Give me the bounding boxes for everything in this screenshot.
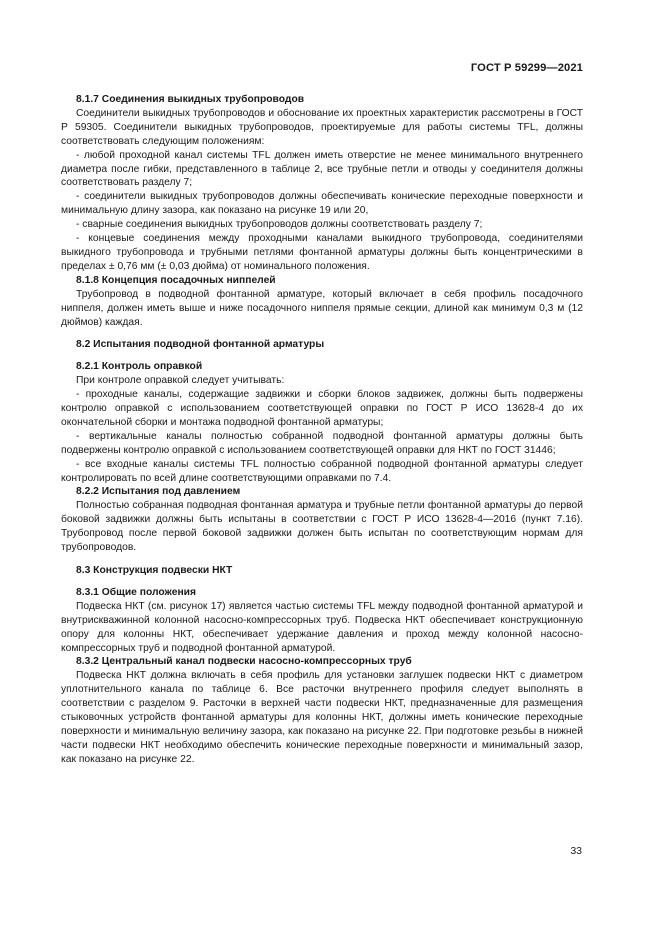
paragraph-p-817-b3: - сварные соединения выкидных трубопроводов должны соответствовать разделу 7; xyxy=(76,219,483,231)
paragraph-p-821-b2: - вертикальные каналы полностью собранной подводной фонтанной арматуры должны быть подвержены контролю оправкой с использованием соответствующей оправки для НКТ по ГОСТ 31446; xyxy=(61,430,583,456)
paragraph-p-831: Подвеска НКТ (см. рисунок 17) является частью системы TFL между подводной фонтанной арматурой и внутрискважинной колонной насосно-компрессорных труб. Подвеска НКТ обеспечивает конструкционную опору для колонны НКТ, обеспечивает удержание давления и проход между колонной насосно-компрессорных труб и подводной фонтанной арматурой. xyxy=(61,600,583,654)
paragraph-p-821-b1: - проходные каналы, содержащие задвижки и сборки блоков задвижек, должны быть подвержены контролю оправкой с использованием соответствующей оправки по ГОСТ Р ИСО 13628-4 до их окончательной сборки и монтажа подводной фонтанной арматуры; xyxy=(61,389,583,428)
section-heading-h-83: 8.3 Конструкция подвески НКТ xyxy=(76,565,233,576)
section-heading-h-817: 8.1.7 Соединения выкидных трубопроводов xyxy=(76,94,305,105)
paragraph-p-818: Трубопровод в подводной фонтанной арматуре, который включает в себя профиль посадочного ниппеля, должен иметь выше и ниже посадочного ниппеля прямые секции, длиной как минимум 0,3 м (12 дюймов) каждая. xyxy=(61,288,583,328)
section-heading-h-822: 8.2.2 Испытания под давлением xyxy=(76,486,241,498)
paragraph-p-817-intro: Соединители выкидных трубопроводов и обоснование их проектных характеристик рассмотрены в ГОСТ Р 59305. Соединители выкидных трубопроводов, проектируемые для работы системы TFL, должны соответствовать следующим положениям: xyxy=(61,107,583,147)
paragraph-p-822: Полностью собранная подводная фонтанная арматура и трубные петли фонтанной арматуры до первой боковой задвижки должны быть испытаны в соответствии с ГОСТ Р ИСО 13628-4—2016 (пункт 7.16). Трубопровод после первой боковой задвижки должен быть испытан по соответствующим нормам для трубопроводов. xyxy=(61,500,583,554)
paragraph-p-817-b2: - соединители выкидных трубопроводов должны обеспечивать конические переходные поверхности и минимальную длину зазора, как показано на рисунке 19 или 20, xyxy=(61,191,583,217)
page-number: 33 xyxy=(570,845,582,857)
section-heading-h-831: 8.3.1 Общие положения xyxy=(76,586,196,598)
section-heading-h-818: 8.1.8 Концепция посадочных ниппелей xyxy=(76,274,276,286)
paragraph-p-832: Подвеска НКТ должна включать в себя профиль для установки заглушек подвески НКТ с диаметром уплотнительного канала по таблице 6. Все расточки внутреннего профиля следует выполнять в соответствии с разделом 9. Расточки в верхней части подвески НКТ, предназначенные для размещения стыковочных устройств фонтанной арматуры для колонны НКТ, должны иметь конические переходные поверхности и минимальную величину зазора, как показано на рисунке 22. При подготовке резьбы в нижней части подвески НКТ необходимо обеспечить конические переходные поверхности и минимальный зазор, как показано на рисунке 22. xyxy=(61,670,583,765)
paragraph-p-817-b4: - концевые соединения между проходными каналами выкидного трубопровода, соединителями выкидного трубопровода и трубными петлями фонтанной арматуры должны быть концентрическими в пределах ± 0,76 мм (± 0,03 дюйма) от номинального положения. xyxy=(61,233,583,272)
section-heading-h-832: 8.3.2 Центральный канал подвески насосно-компрессорных труб xyxy=(76,656,412,668)
paragraph-p-821-intro: При контроле оправкой следует учитывать: xyxy=(76,375,285,387)
paragraph-p-817-b1: - любой проходной канал системы TFL должен иметь отверстие не менее минимального внутреннего диаметра после гибки, представленного в таблице 2, все трубные петли и отводы у соединителя должны соответствовать разделу 7; xyxy=(61,149,583,189)
section-heading-h-821: 8.2.1 Контроль оправкой xyxy=(76,361,203,373)
document-body xyxy=(61,93,583,767)
section-heading-h-82: 8.2 Испытания подводной фонтанной арматуры xyxy=(76,339,325,351)
document-standard-header: ГОСТ Р 59299—2021 xyxy=(470,62,583,74)
paragraph-p-821-b3: - все входные каналы системы TFL полностью собранной подводной фонтанной арматуры следует контролировать по всей длине соответствующими оправками по 7.4. xyxy=(61,458,583,484)
